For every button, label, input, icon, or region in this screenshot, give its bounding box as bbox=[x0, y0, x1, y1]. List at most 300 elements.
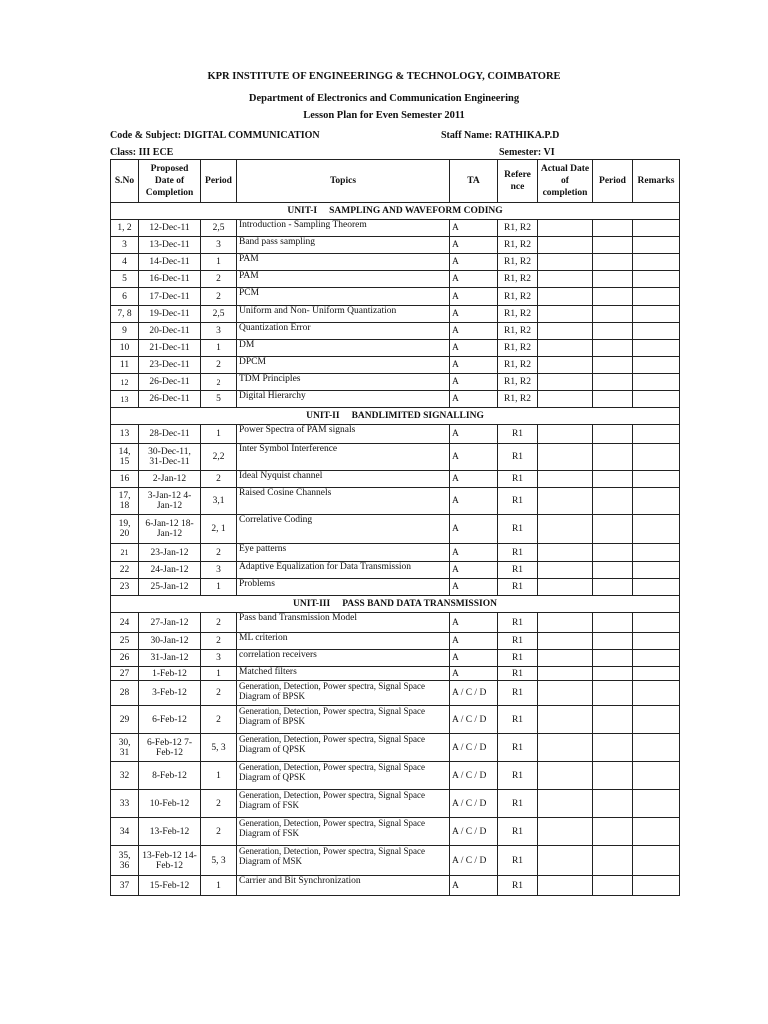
table-row bbox=[111, 488, 680, 515]
reference-cell: R1 bbox=[498, 667, 538, 681]
col-period: Period bbox=[201, 160, 237, 203]
remarks-cell bbox=[633, 323, 680, 340]
actual-date-cell bbox=[538, 613, 593, 633]
period-actual-cell bbox=[593, 544, 633, 562]
period-actual-cell bbox=[593, 374, 633, 391]
actual-date-cell bbox=[538, 846, 593, 876]
reference-cell: R1 bbox=[498, 681, 538, 706]
ta-cell: A bbox=[450, 488, 498, 515]
table-row bbox=[111, 667, 680, 681]
proposed-date-cell: 3-Feb-12 bbox=[139, 681, 201, 706]
period-actual-cell bbox=[593, 391, 633, 408]
period-cell: 2,5 bbox=[201, 306, 237, 323]
actual-date-cell bbox=[538, 579, 593, 596]
table-row bbox=[111, 544, 680, 562]
actual-date-cell bbox=[538, 237, 593, 254]
unit-header-row bbox=[111, 203, 680, 220]
sno-cell: 25 bbox=[111, 633, 139, 650]
actual-date-cell bbox=[538, 515, 593, 544]
remarks-cell bbox=[633, 818, 680, 846]
topic-cell: DPCM bbox=[237, 357, 450, 374]
period-cell: 2 bbox=[201, 681, 237, 706]
period-actual-cell bbox=[593, 846, 633, 876]
period-actual-cell bbox=[593, 254, 633, 271]
sno-cell: 16 bbox=[111, 471, 139, 488]
period-actual-cell bbox=[593, 734, 633, 762]
sno-cell: 24 bbox=[111, 613, 139, 633]
topic-cell: ML criterion bbox=[237, 633, 450, 650]
ta-cell: A bbox=[450, 306, 498, 323]
actual-date-cell bbox=[538, 471, 593, 488]
proposed-date-cell: 3-Jan-12 4-Jan-12 bbox=[139, 488, 201, 515]
table-row bbox=[111, 306, 680, 323]
topic-cell: Uniform and Non- Uniform Quantization bbox=[237, 306, 450, 323]
period-cell: 2 bbox=[201, 471, 237, 488]
remarks-cell bbox=[633, 544, 680, 562]
ta-cell: A bbox=[450, 288, 498, 306]
plan-title: Lesson Plan for Even Semester 2011 bbox=[303, 110, 465, 121]
proposed-date-cell: 10-Feb-12 bbox=[139, 790, 201, 818]
institute-title: KPR INSTITUTE OF ENGINEERINGG & TECHNOLOGY, COIMBATORE bbox=[207, 71, 561, 82]
remarks-cell bbox=[633, 846, 680, 876]
period-actual-cell bbox=[593, 706, 633, 734]
reference-cell: R1 bbox=[498, 444, 538, 471]
period-cell: 2, 1 bbox=[201, 515, 237, 544]
actual-date-cell bbox=[538, 681, 593, 706]
remarks-cell bbox=[633, 876, 680, 896]
topic-cell: PCM bbox=[237, 288, 450, 306]
remarks-cell bbox=[633, 613, 680, 633]
remarks-cell bbox=[633, 562, 680, 579]
actual-date-cell bbox=[538, 762, 593, 790]
topic-cell: Generation, Detection, Power spectra, Signal Space Diagram of QPSK bbox=[237, 734, 450, 762]
sno-cell: 1, 2 bbox=[111, 220, 139, 237]
period-actual-cell bbox=[593, 323, 633, 340]
reference-cell: R1, R2 bbox=[498, 306, 538, 323]
reference-cell: R1, R2 bbox=[498, 374, 538, 391]
col-ta: TA bbox=[450, 160, 498, 203]
actual-date-cell bbox=[538, 254, 593, 271]
reference-cell: R1 bbox=[498, 488, 538, 515]
reference-cell: R1, R2 bbox=[498, 254, 538, 271]
period-actual-cell bbox=[593, 633, 633, 650]
period-actual-cell bbox=[593, 562, 633, 579]
remarks-cell bbox=[633, 734, 680, 762]
unit-code: UNIT-I bbox=[287, 206, 318, 216]
unit-code: UNIT-III bbox=[293, 599, 331, 609]
table-row bbox=[111, 254, 680, 271]
topic-cell: Quantization Error bbox=[237, 323, 450, 340]
table-row bbox=[111, 323, 680, 340]
actual-date-cell bbox=[538, 488, 593, 515]
table-row bbox=[111, 706, 680, 734]
remarks-cell bbox=[633, 237, 680, 254]
topic-cell: Generation, Detection, Power spectra, Signal Space Diagram of MSK bbox=[237, 846, 450, 876]
ta-cell: A bbox=[450, 562, 498, 579]
ta-cell: A bbox=[450, 374, 498, 391]
sno-cell: 12 bbox=[111, 374, 139, 391]
ta-cell: A / C / D bbox=[450, 762, 498, 790]
table-row bbox=[111, 425, 680, 444]
proposed-date-cell: 25-Jan-12 bbox=[139, 579, 201, 596]
table-row bbox=[111, 271, 680, 288]
reference-cell: R1 bbox=[498, 734, 538, 762]
reference-cell: R1 bbox=[498, 706, 538, 734]
table-row bbox=[111, 790, 680, 818]
period-actual-cell bbox=[593, 515, 633, 544]
period-cell: 5 bbox=[201, 391, 237, 408]
reference-cell: R1 bbox=[498, 790, 538, 818]
period-cell: 5, 3 bbox=[201, 734, 237, 762]
actual-date-cell bbox=[538, 633, 593, 650]
period-actual-cell bbox=[593, 876, 633, 896]
period-actual-cell bbox=[593, 613, 633, 633]
proposed-date-cell: 30-Dec-11, 31-Dec-11 bbox=[139, 444, 201, 471]
remarks-cell bbox=[633, 288, 680, 306]
reference-cell: R1 bbox=[498, 818, 538, 846]
unit-heading bbox=[111, 203, 680, 220]
semester-label: Semester: VI bbox=[499, 147, 555, 158]
sno-cell: 10 bbox=[111, 340, 139, 357]
remarks-cell bbox=[633, 444, 680, 471]
sno-cell: 23 bbox=[111, 579, 139, 596]
col-proposed-date: Proposed Date of Completion bbox=[139, 160, 201, 203]
proposed-date-cell: 17-Dec-11 bbox=[139, 288, 201, 306]
reference-cell: R1, R2 bbox=[498, 391, 538, 408]
table-row bbox=[111, 762, 680, 790]
actual-date-cell bbox=[538, 374, 593, 391]
table-row bbox=[111, 220, 680, 237]
period-cell: 1 bbox=[201, 425, 237, 444]
reference-cell: R1 bbox=[498, 633, 538, 650]
table-row bbox=[111, 340, 680, 357]
topic-cell: Band pass sampling bbox=[237, 237, 450, 254]
proposed-date-cell: 12-Dec-11 bbox=[139, 220, 201, 237]
proposed-date-cell: 16-Dec-11 bbox=[139, 271, 201, 288]
staff-name: Staff Name: RATHIKA.P.D bbox=[441, 130, 560, 141]
reference-cell: R1 bbox=[498, 650, 538, 667]
actual-date-cell bbox=[538, 425, 593, 444]
table-row bbox=[111, 579, 680, 596]
proposed-date-cell: 30-Jan-12 bbox=[139, 633, 201, 650]
period-cell: 3 bbox=[201, 562, 237, 579]
col-topics: Topics bbox=[237, 160, 450, 203]
reference-cell: R1 bbox=[498, 471, 538, 488]
remarks-cell bbox=[633, 488, 680, 515]
topic-cell: Inter Symbol Interference bbox=[237, 444, 450, 471]
period-cell: 5, 3 bbox=[201, 846, 237, 876]
actual-date-cell bbox=[538, 220, 593, 237]
period-actual-cell bbox=[593, 237, 633, 254]
period-cell: 3,1 bbox=[201, 488, 237, 515]
reference-cell: R1, R2 bbox=[498, 357, 538, 374]
col-sno: S.No bbox=[111, 160, 139, 203]
period-cell: 2 bbox=[201, 544, 237, 562]
proposed-date-cell: 6-Feb-12 bbox=[139, 706, 201, 734]
topic-cell: Correlative Coding bbox=[237, 515, 450, 544]
table-row bbox=[111, 471, 680, 488]
remarks-cell bbox=[633, 790, 680, 818]
ta-cell: A bbox=[450, 391, 498, 408]
sno-cell: 11 bbox=[111, 357, 139, 374]
topic-cell: Raised Cosine Channels bbox=[237, 488, 450, 515]
ta-cell: A bbox=[450, 876, 498, 896]
sno-cell: 22 bbox=[111, 562, 139, 579]
proposed-date-cell: 6-Jan-12 18-Jan-12 bbox=[139, 515, 201, 544]
sno-cell: 4 bbox=[111, 254, 139, 271]
proposed-date-cell: 19-Dec-11 bbox=[139, 306, 201, 323]
actual-date-cell bbox=[538, 667, 593, 681]
period-actual-cell bbox=[593, 667, 633, 681]
period-cell: 1 bbox=[201, 667, 237, 681]
period-actual-cell bbox=[593, 220, 633, 237]
actual-date-cell bbox=[538, 818, 593, 846]
actual-date-cell bbox=[538, 650, 593, 667]
table-row bbox=[111, 444, 680, 471]
actual-date-cell bbox=[538, 288, 593, 306]
ta-cell: A / C / D bbox=[450, 846, 498, 876]
period-cell: 2 bbox=[201, 374, 237, 391]
remarks-cell bbox=[633, 254, 680, 271]
sno-cell: 19, 20 bbox=[111, 515, 139, 544]
table-row bbox=[111, 374, 680, 391]
table-row bbox=[111, 681, 680, 706]
proposed-date-cell: 24-Jan-12 bbox=[139, 562, 201, 579]
topic-cell: Generation, Detection, Power spectra, Signal Space Diagram of BPSK bbox=[237, 681, 450, 706]
table-row bbox=[111, 288, 680, 306]
reference-cell: R1 bbox=[498, 846, 538, 876]
topic-cell: PAM bbox=[237, 254, 450, 271]
ta-cell: A bbox=[450, 667, 498, 681]
period-actual-cell bbox=[593, 288, 633, 306]
period-actual-cell bbox=[593, 444, 633, 471]
topic-cell: Pass band Transmission Model bbox=[237, 613, 450, 633]
ta-cell: A bbox=[450, 633, 498, 650]
period-cell: 1 bbox=[201, 340, 237, 357]
ta-cell: A bbox=[450, 425, 498, 444]
period-actual-cell bbox=[593, 471, 633, 488]
proposed-date-cell: 28-Dec-11 bbox=[139, 425, 201, 444]
period-cell: 2 bbox=[201, 790, 237, 818]
actual-date-cell bbox=[538, 271, 593, 288]
period-actual-cell bbox=[593, 357, 633, 374]
unit-heading bbox=[111, 408, 680, 425]
unit-header-row bbox=[111, 596, 680, 613]
ta-cell: A bbox=[450, 237, 498, 254]
ta-cell: A bbox=[450, 579, 498, 596]
table-row bbox=[111, 613, 680, 633]
period-cell: 2 bbox=[201, 706, 237, 734]
ta-cell: A / C / D bbox=[450, 706, 498, 734]
period-cell: 1 bbox=[201, 876, 237, 896]
proposed-date-cell: 23-Jan-12 bbox=[139, 544, 201, 562]
remarks-cell bbox=[633, 220, 680, 237]
proposed-date-cell: 26-Dec-11 bbox=[139, 391, 201, 408]
ta-cell: A / C / D bbox=[450, 818, 498, 846]
reference-cell: R1 bbox=[498, 425, 538, 444]
sno-cell: 33 bbox=[111, 790, 139, 818]
period-cell: 1 bbox=[201, 762, 237, 790]
topic-cell: Carrier and Bit Synchronization bbox=[237, 876, 450, 896]
remarks-cell bbox=[633, 306, 680, 323]
sno-cell: 35, 36 bbox=[111, 846, 139, 876]
unit-title: PASS BAND DATA TRANSMISSION bbox=[342, 599, 497, 609]
sno-cell: 5 bbox=[111, 271, 139, 288]
topic-cell: Digital Hierarchy bbox=[237, 391, 450, 408]
period-cell: 2,5 bbox=[201, 220, 237, 237]
topic-cell: Ideal Nyquist channel bbox=[237, 471, 450, 488]
actual-date-cell bbox=[538, 876, 593, 896]
remarks-cell bbox=[633, 374, 680, 391]
proposed-date-cell: 15-Feb-12 bbox=[139, 876, 201, 896]
col-remarks: Remarks bbox=[633, 160, 680, 203]
period-actual-cell bbox=[593, 681, 633, 706]
period-actual-cell bbox=[593, 306, 633, 323]
reference-cell: R1 bbox=[498, 762, 538, 790]
table-row bbox=[111, 734, 680, 762]
period-cell: 3 bbox=[201, 650, 237, 667]
ta-cell: A bbox=[450, 650, 498, 667]
ta-cell: A bbox=[450, 271, 498, 288]
unit-title: BANDLIMITED SIGNALLING bbox=[351, 411, 484, 421]
period-actual-cell bbox=[593, 425, 633, 444]
actual-date-cell bbox=[538, 790, 593, 818]
reference-cell: R1 bbox=[498, 613, 538, 633]
col-reference: Refere nce bbox=[498, 160, 538, 203]
sno-cell: 34 bbox=[111, 818, 139, 846]
proposed-date-cell: 21-Dec-11 bbox=[139, 340, 201, 357]
ta-cell: A bbox=[450, 254, 498, 271]
period-cell: 2 bbox=[201, 357, 237, 374]
unit-code: UNIT-II bbox=[306, 411, 340, 421]
proposed-date-cell: 14-Dec-11 bbox=[139, 254, 201, 271]
remarks-cell bbox=[633, 425, 680, 444]
topic-cell: Problems bbox=[237, 579, 450, 596]
remarks-cell bbox=[633, 340, 680, 357]
remarks-cell bbox=[633, 650, 680, 667]
period-cell: 2 bbox=[201, 613, 237, 633]
department-title: Department of Electronics and Communication Engineering bbox=[248, 93, 520, 104]
table-row bbox=[111, 876, 680, 896]
col-period-2: Period bbox=[593, 160, 633, 203]
unit-heading bbox=[111, 596, 680, 613]
actual-date-cell bbox=[538, 306, 593, 323]
remarks-cell bbox=[633, 706, 680, 734]
sno-cell: 13 bbox=[111, 391, 139, 408]
ta-cell: A bbox=[450, 220, 498, 237]
proposed-date-cell: 31-Jan-12 bbox=[139, 650, 201, 667]
period-cell: 3 bbox=[201, 323, 237, 340]
topic-cell: Introduction - Sampling Theorem bbox=[237, 220, 450, 237]
sno-cell: 21 bbox=[111, 544, 139, 562]
period-actual-cell bbox=[593, 762, 633, 790]
sno-cell: 3 bbox=[111, 237, 139, 254]
reference-cell: R1 bbox=[498, 579, 538, 596]
period-actual-cell bbox=[593, 579, 633, 596]
table-row bbox=[111, 562, 680, 579]
sno-cell: 26 bbox=[111, 650, 139, 667]
table-row bbox=[111, 237, 680, 254]
proposed-date-cell: 23-Dec-11 bbox=[139, 357, 201, 374]
proposed-date-cell: 6-Feb-12 7-Feb-12 bbox=[139, 734, 201, 762]
proposed-date-cell: 27-Jan-12 bbox=[139, 613, 201, 633]
period-cell: 2 bbox=[201, 818, 237, 846]
table-row bbox=[111, 650, 680, 667]
remarks-cell bbox=[633, 471, 680, 488]
table-row bbox=[111, 515, 680, 544]
ta-cell: A bbox=[450, 515, 498, 544]
reference-cell: R1, R2 bbox=[498, 271, 538, 288]
topic-cell: Generation, Detection, Power spectra, Signal Space Diagram of FSK bbox=[237, 818, 450, 846]
period-cell: 1 bbox=[201, 579, 237, 596]
remarks-cell bbox=[633, 515, 680, 544]
actual-date-cell bbox=[538, 340, 593, 357]
actual-date-cell bbox=[538, 544, 593, 562]
topic-cell: PAM bbox=[237, 271, 450, 288]
sno-cell: 29 bbox=[111, 706, 139, 734]
table-row bbox=[111, 818, 680, 846]
sno-cell: 30, 31 bbox=[111, 734, 139, 762]
remarks-cell bbox=[633, 357, 680, 374]
actual-date-cell bbox=[538, 444, 593, 471]
ta-cell: A / C / D bbox=[450, 734, 498, 762]
period-cell: 2 bbox=[201, 271, 237, 288]
sno-cell: 17, 18 bbox=[111, 488, 139, 515]
ta-cell: A bbox=[450, 444, 498, 471]
reference-cell: R1 bbox=[498, 515, 538, 544]
proposed-date-cell: 2-Jan-12 bbox=[139, 471, 201, 488]
period-actual-cell bbox=[593, 340, 633, 357]
ta-cell: A bbox=[450, 613, 498, 633]
period-cell: 2 bbox=[201, 633, 237, 650]
table-body bbox=[111, 203, 680, 896]
unit-title: SAMPLING AND WAVEFORM CODING bbox=[329, 206, 503, 216]
remarks-cell bbox=[633, 271, 680, 288]
proposed-date-cell: 8-Feb-12 bbox=[139, 762, 201, 790]
proposed-date-cell: 13-Dec-11 bbox=[139, 237, 201, 254]
topic-cell: Generation, Detection, Power spectra, Signal Space Diagram of QPSK bbox=[237, 762, 450, 790]
period-cell: 3 bbox=[201, 237, 237, 254]
sno-cell: 28 bbox=[111, 681, 139, 706]
topic-cell: Matched filters bbox=[237, 667, 450, 681]
proposed-date-cell: 20-Dec-11 bbox=[139, 323, 201, 340]
proposed-date-cell: 13-Feb-12 bbox=[139, 818, 201, 846]
ta-cell: A bbox=[450, 471, 498, 488]
ta-cell: A bbox=[450, 544, 498, 562]
remarks-cell bbox=[633, 633, 680, 650]
topic-cell: Power Spectra of PAM signals bbox=[237, 425, 450, 444]
period-actual-cell bbox=[593, 818, 633, 846]
sno-cell: 37 bbox=[111, 876, 139, 896]
actual-date-cell bbox=[538, 734, 593, 762]
topic-cell: Eye patterns bbox=[237, 544, 450, 562]
sno-cell: 6 bbox=[111, 288, 139, 306]
actual-date-cell bbox=[538, 706, 593, 734]
period-actual-cell bbox=[593, 488, 633, 515]
table-row bbox=[111, 357, 680, 374]
code-subject: Code & Subject: DIGITAL COMMUNICATION bbox=[110, 130, 320, 141]
proposed-date-cell: 13-Feb-12 14-Feb-12 bbox=[139, 846, 201, 876]
header-row bbox=[111, 160, 680, 203]
period-actual-cell bbox=[593, 650, 633, 667]
proposed-date-cell: 26-Dec-11 bbox=[139, 374, 201, 391]
topic-cell: correlation receivers bbox=[237, 650, 450, 667]
ta-cell: A bbox=[450, 357, 498, 374]
reference-cell: R1 bbox=[498, 876, 538, 896]
col-actual-date: Actual Date of completion bbox=[538, 160, 593, 203]
proposed-date-cell: 1-Feb-12 bbox=[139, 667, 201, 681]
sno-cell: 13 bbox=[111, 425, 139, 444]
